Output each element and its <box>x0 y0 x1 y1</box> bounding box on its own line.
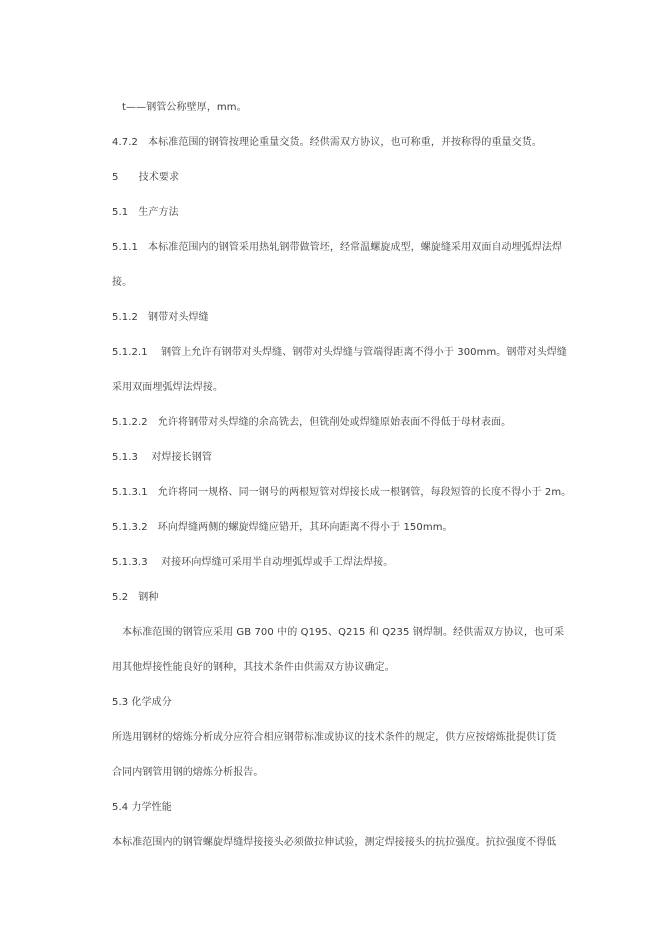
text-line-5-1-3-2: 5.1.3.2 环向焊缝两侧的螺旋焊缝应错开，其环向距离不得小于 150mm。 <box>112 522 453 533</box>
text-line-4-7-2: 4.7.2 本标准范围的钢管按理论重量交货。经供需双方协议，也可称重，并按称得的重量交货。 <box>112 137 542 148</box>
heading-5-4-mechanical-properties: 5.4 力学性能 <box>112 802 172 813</box>
text-line-5-1-2-1: 5.1.2.1 钢管上允许有钢带对头焊缝、钢带对头焊缝与管端得距离不得小于 300mm。钢带对头焊缝 <box>112 347 568 358</box>
text-line-5-3: 所选用钢材的熔炼分析成分应符合相应钢带标准或协议的技术条件的规定，供方应按熔炼批提供订货 <box>112 732 557 743</box>
heading-5-3-chemical-composition: 5.3 化学成分 <box>112 697 172 708</box>
text-line-5-1-3-1: 5.1.3.1 允许将同一规格、同一钢号的两根短管对焊接长成一根钢管，每段短管的长度不得小于 2m。 <box>112 487 572 498</box>
text-line-5-1-1-cont: 接。 <box>112 277 133 288</box>
text-line-5-2: 本标准范围的钢管应采用 GB 700 中的 Q195、Q215 和 Q235 钢焊制。经供需双方协议，也可采 <box>122 627 565 638</box>
text-line-wall-thickness: t——钢管公称壁厚，mm。 <box>122 102 247 113</box>
heading-5-2-steel-grade: 5.2 钢种 <box>112 592 159 603</box>
text-line-5-2-cont: 用其他焊接性能良好的钢种，其技术条件由供需双方协议确定。 <box>112 662 395 673</box>
text-line-5-4: 本标准范围内的钢管螺旋焊缝焊接接头必须做拉伸试验，测定焊接接头的抗拉强度。抗拉强度不得低 <box>112 837 557 848</box>
text-line-5-1-2-2: 5.1.2.2 允许将钢带对头焊缝的余高铣去，但铣削处或焊缝原始表面不得低于母材表面。 <box>112 417 512 428</box>
text-line-5-3-cont: 合同内钢管用钢的熔炼分析报告。 <box>112 767 264 778</box>
heading-5-1-production-method: 5.1 生产方法 <box>112 207 179 218</box>
heading-5-1-2: 5.1.2 钢带对头焊缝 <box>112 312 209 323</box>
heading-5-technical-requirements: 5 技术要求 <box>112 172 180 183</box>
text-line-5-1-3-3: 5.1.3.3 对接环向焊缝可采用半自动埋弧焊或手工焊法焊接。 <box>112 557 394 568</box>
text-line-5-1-2-1-cont: 采用双面埋弧焊法焊接。 <box>112 382 224 393</box>
heading-5-1-3: 5.1.3 对焊接长钢管 <box>112 452 212 463</box>
text-line-5-1-1: 5.1.1 本标准范围内的钢管采用热轧钢带做管坯，经常温螺旋成型，螺旋缝采用双面自动埋弧焊法焊 <box>112 242 563 253</box>
